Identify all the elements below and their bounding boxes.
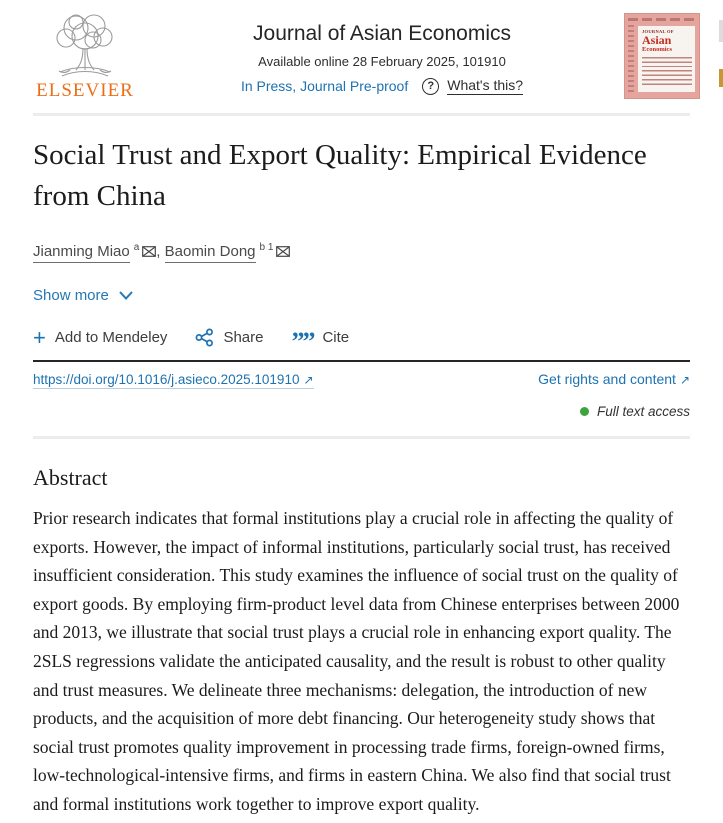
article-title: Social Trust and Export Quality: Empirical Evidence from China bbox=[33, 139, 647, 212]
cover-economics: Economics bbox=[642, 46, 672, 53]
share-label: Share bbox=[223, 329, 264, 346]
author-baomin-dong[interactable] bbox=[165, 243, 291, 260]
abstract-heading: Abstract bbox=[33, 465, 108, 490]
author-name[interactable]: Jianming Miao bbox=[33, 243, 130, 263]
cover-decor-top bbox=[628, 18, 696, 21]
external-link-icon: ↗ bbox=[679, 373, 690, 387]
doi-link[interactable] bbox=[33, 372, 314, 389]
abstract-text: Prior research indicates that formal institutions play a crucial role in affecting the quality of exports. However, the impact of informal institutions, particularly social trust, has received insufficient consideration. This study examines the influence of social trust on the quality of export goods. By employing firm-product level data from Chinese enterprises between 2000 and 2013, we illustrate that social trust plays a crucial role in enhancing export quality. The 2SLS regressions validate the anticipated causality, and the result is robust to other quality and trust measures. We delineate three mechanisms: delegation, the introduction of new products, and the acquisition of more debt financing. Our heterogeneity study shows that social trust promotes quality improvement in processing trade firms, foreign-owned firms, low-technological-intensive firms, and firms in eastern China. We also find that social trust and formal institutions work together to improve export quality. bbox=[33, 508, 680, 814]
doi-row bbox=[33, 371, 690, 389]
cover-toc-lines bbox=[642, 57, 692, 87]
journal-cover-thumbnail[interactable] bbox=[624, 13, 700, 99]
availability-text: Available online 28 February 2025, 101910 bbox=[258, 54, 506, 69]
access-row bbox=[33, 404, 690, 419]
cover-decor-side bbox=[628, 25, 634, 93]
journal-header bbox=[0, 0, 723, 113]
show-more-label: Show more bbox=[33, 287, 109, 304]
header-divider bbox=[33, 113, 690, 116]
show-more-button[interactable] bbox=[33, 287, 133, 304]
whats-this-link[interactable]: What's this? bbox=[447, 77, 524, 93]
cover-asian: Asian bbox=[642, 33, 672, 47]
author-list bbox=[33, 242, 690, 260]
chevron-down-icon bbox=[119, 291, 133, 300]
abstract-section bbox=[33, 465, 690, 819]
elsevier-wordmark: ELSEVIER bbox=[36, 80, 134, 101]
full-text-access-dot bbox=[580, 407, 589, 416]
envelope-icon bbox=[276, 246, 290, 257]
article-main bbox=[0, 135, 723, 419]
cite-button[interactable] bbox=[291, 326, 350, 356]
screen-edge-fragment-gray bbox=[719, 20, 723, 42]
share-icon bbox=[195, 328, 214, 347]
in-press-link[interactable]: In Press, Journal Pre-proof bbox=[240, 78, 409, 94]
full-text-access-label: Full text access bbox=[596, 404, 690, 419]
author-affiliation-sup: b 1 bbox=[259, 242, 274, 253]
cover-journal-of: JOURNAL OF bbox=[642, 29, 674, 34]
get-rights-link[interactable] bbox=[538, 371, 690, 387]
doi-text: https://doi.org/10.1016/j.asieco.2025.101910 bbox=[33, 372, 300, 387]
plus-icon: + bbox=[33, 324, 46, 350]
author-jianming-miao[interactable] bbox=[33, 243, 156, 260]
mendeley-label: Add to Mendeley bbox=[54, 329, 168, 346]
cover-panel bbox=[638, 26, 695, 92]
screen-edge-fragment-gold bbox=[719, 69, 723, 87]
author-separator: , bbox=[156, 243, 165, 260]
author-name[interactable]: Baomin Dong bbox=[165, 243, 256, 263]
elsevier-logo[interactable] bbox=[30, 10, 140, 102]
status-row bbox=[140, 77, 624, 95]
question-circle-icon[interactable]: ? bbox=[422, 78, 439, 95]
article-actions bbox=[33, 324, 690, 356]
external-link-icon: ↗ bbox=[303, 373, 314, 387]
cite-label: Cite bbox=[322, 329, 350, 346]
journal-title-link[interactable]: Journal of Asian Economics bbox=[253, 22, 511, 45]
abstract-divider bbox=[33, 436, 690, 439]
content-divider-dark bbox=[33, 360, 690, 362]
cite-quotes-icon: ”” bbox=[291, 326, 314, 356]
author-affiliation-sup: a bbox=[133, 242, 140, 253]
share-button[interactable] bbox=[195, 328, 263, 347]
journal-info bbox=[140, 10, 624, 95]
elsevier-tree-icon bbox=[30, 10, 140, 82]
rights-text: Get rights and content bbox=[538, 371, 676, 387]
abstract-wrap bbox=[0, 465, 723, 819]
add-to-mendeley-button[interactable] bbox=[33, 324, 168, 350]
envelope-icon bbox=[142, 246, 156, 257]
